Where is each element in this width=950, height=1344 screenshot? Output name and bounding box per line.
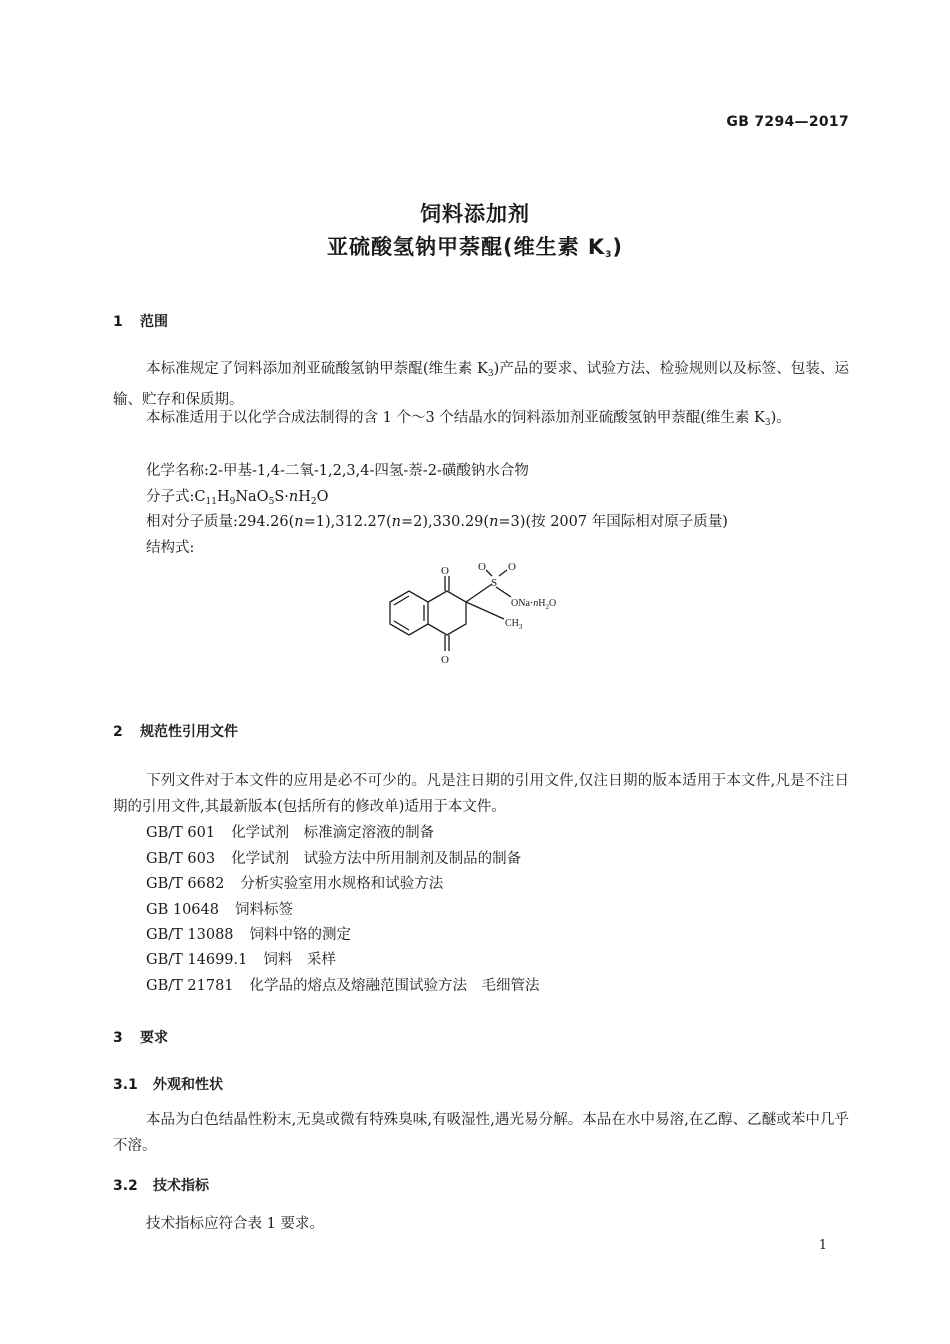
label: 分子式: xyxy=(146,489,195,505)
subscript: 9 xyxy=(229,497,236,507)
text: =1),312.27( xyxy=(303,514,392,530)
oxygen-top: O xyxy=(441,565,449,577)
ref-code: GB 10648 xyxy=(146,902,219,918)
subscript: 3 xyxy=(764,418,771,428)
variable: n xyxy=(288,489,299,505)
page-number: 1 xyxy=(818,1238,827,1253)
ona: ONa· xyxy=(511,598,534,609)
document-title-line2 xyxy=(0,231,950,261)
cyclohexane-ring xyxy=(428,591,466,635)
section-title: 规范性引用文件 xyxy=(140,724,238,740)
ref-code: GB/T 21781 xyxy=(146,978,234,994)
benzene-ring xyxy=(390,591,428,635)
text: 相对分子质量:294.26( xyxy=(146,514,295,530)
section-3-heading xyxy=(113,1027,168,1047)
section-1-heading xyxy=(113,311,168,331)
methyl-bond xyxy=(466,602,504,619)
sulfur-bond xyxy=(466,584,492,602)
n-variable: n xyxy=(533,598,539,609)
ref-item xyxy=(146,821,434,842)
sulfonyl-oxygen-1: O xyxy=(478,561,486,573)
section-title: 技术指标 xyxy=(153,1178,209,1194)
section-number: 3 xyxy=(113,1030,123,1046)
o: O xyxy=(548,598,557,609)
standard-code: GB 7294—2017 xyxy=(726,114,849,130)
ch3-subscript: 3 xyxy=(518,623,523,631)
ref-item xyxy=(146,974,540,995)
ch: CH xyxy=(505,618,519,629)
variable: n xyxy=(391,514,402,530)
ref-title: 分析实验室用水规格和试验方法 xyxy=(240,876,444,892)
section-number: 3.1 xyxy=(113,1077,138,1093)
chemical-name: 化学名称:2-甲基-1,4-二氧-1,2,3,4-四氢-萘-2-磺酸钠水合物 xyxy=(146,463,529,479)
scope-paragraph-2 xyxy=(113,405,849,436)
sulfonyl-bond xyxy=(499,570,507,576)
element: S· xyxy=(274,489,289,505)
ref-title: 饲料 采样 xyxy=(263,952,336,968)
text: =3)(按 2007 年国际相对原子质量) xyxy=(498,514,728,530)
ref-item xyxy=(146,948,336,969)
text: =2),330.29( xyxy=(401,514,490,530)
molecular-formula xyxy=(146,485,328,507)
sulfur-atom: S xyxy=(491,577,498,589)
h: H xyxy=(538,598,546,609)
section-3-2-heading xyxy=(113,1175,209,1195)
title-close: ) xyxy=(612,235,624,259)
double-bond xyxy=(394,596,409,605)
methyl-group xyxy=(505,618,523,631)
ref-code: GB/T 6682 xyxy=(146,876,225,892)
text: )。 xyxy=(770,410,791,426)
element: O xyxy=(316,489,329,505)
sulfonate-bond xyxy=(496,587,511,597)
section-number: 2 xyxy=(113,724,123,740)
variable: n xyxy=(294,514,304,530)
section-title: 范围 xyxy=(140,314,168,330)
text: 本标准规定了饲料添加剂亚硫酸氢钠甲萘醌(维生素 K xyxy=(146,361,488,377)
element: H xyxy=(298,489,311,505)
section-number: 3.2 xyxy=(113,1178,138,1194)
ref-item xyxy=(146,847,521,868)
sodium-salt-label xyxy=(511,598,556,611)
section-title: 要求 xyxy=(140,1030,168,1046)
h2-subscript: 2 xyxy=(545,603,549,611)
appearance-paragraph: 本品为白色结晶性粉末,无臭或微有特殊臭味,有吸湿性,遇光易分解。本品在水中易溶,在乙醇、乙醚或苯中几乎不溶。 xyxy=(113,1112,849,1154)
ref-title: 饲料中铬的测定 xyxy=(249,927,352,943)
section-2-heading xyxy=(113,721,238,741)
element: NaO xyxy=(235,489,269,505)
ref-code: GB/T 601 xyxy=(146,825,216,841)
oxygen-bottom: O xyxy=(441,654,449,666)
title-subscript: 3 xyxy=(605,250,613,260)
tech-paragraph: 技术指标应符合表 1 要求。 xyxy=(146,1216,324,1232)
ref-code: GB/T 603 xyxy=(146,851,216,867)
ref-code: GB/T 13088 xyxy=(146,927,234,943)
ref-code: GB/T 14699.1 xyxy=(146,952,248,968)
ref-item xyxy=(146,898,293,919)
ref-item xyxy=(146,872,443,893)
section-number: 1 xyxy=(113,314,123,330)
molecular-mass xyxy=(146,510,728,531)
variable: n xyxy=(489,514,499,530)
sulfonyl-bond xyxy=(486,570,492,576)
subscript: 11 xyxy=(205,497,217,507)
ref-title: 化学试剂 试验方法中所用制剂及制品的制备 xyxy=(231,851,522,867)
section-3-1-heading xyxy=(113,1074,223,1094)
element: H xyxy=(216,489,230,505)
document-title-line1: 饲料添加剂 xyxy=(420,202,530,226)
subscript: 5 xyxy=(268,497,275,507)
ref-title: 饲料标签 xyxy=(234,902,293,918)
ref-title: 化学试剂 标准滴定溶液的制备 xyxy=(231,825,435,841)
ref-title: 化学品的熔点及熔融范围试验方法 毛细管法 xyxy=(249,978,540,994)
sulfonyl-oxygen-2: O xyxy=(508,561,516,573)
title-text: 亚硫酸氢钠甲萘醌(维生素 K xyxy=(326,235,606,259)
structure-label: 结构式: xyxy=(146,540,195,556)
ref-item xyxy=(146,923,351,944)
subscript: 2 xyxy=(310,497,317,507)
double-bond xyxy=(394,621,409,630)
text: )产品的要求、试验方法、检验规则以及标签、包装、运输、贮存和保质期。 xyxy=(113,361,849,408)
element: C xyxy=(194,489,206,505)
structural-formula xyxy=(380,558,600,673)
refs-intro: 下列文件对于本文件的应用是必不可少的。凡是注日期的引用文件,仅注日期的版本适用于本文件,凡是不注日期的引用文件,其最新版本(包括所有的修改单)适用于本文件。 xyxy=(113,773,849,815)
text: 本标准适用于以化学合成法制得的含 1 个～3 个结晶水的饲料添加剂亚硫酸氢钠甲萘醌(维生素 K xyxy=(146,410,765,426)
section-title: 外观和性状 xyxy=(153,1077,223,1093)
subscript: 3 xyxy=(487,369,494,379)
